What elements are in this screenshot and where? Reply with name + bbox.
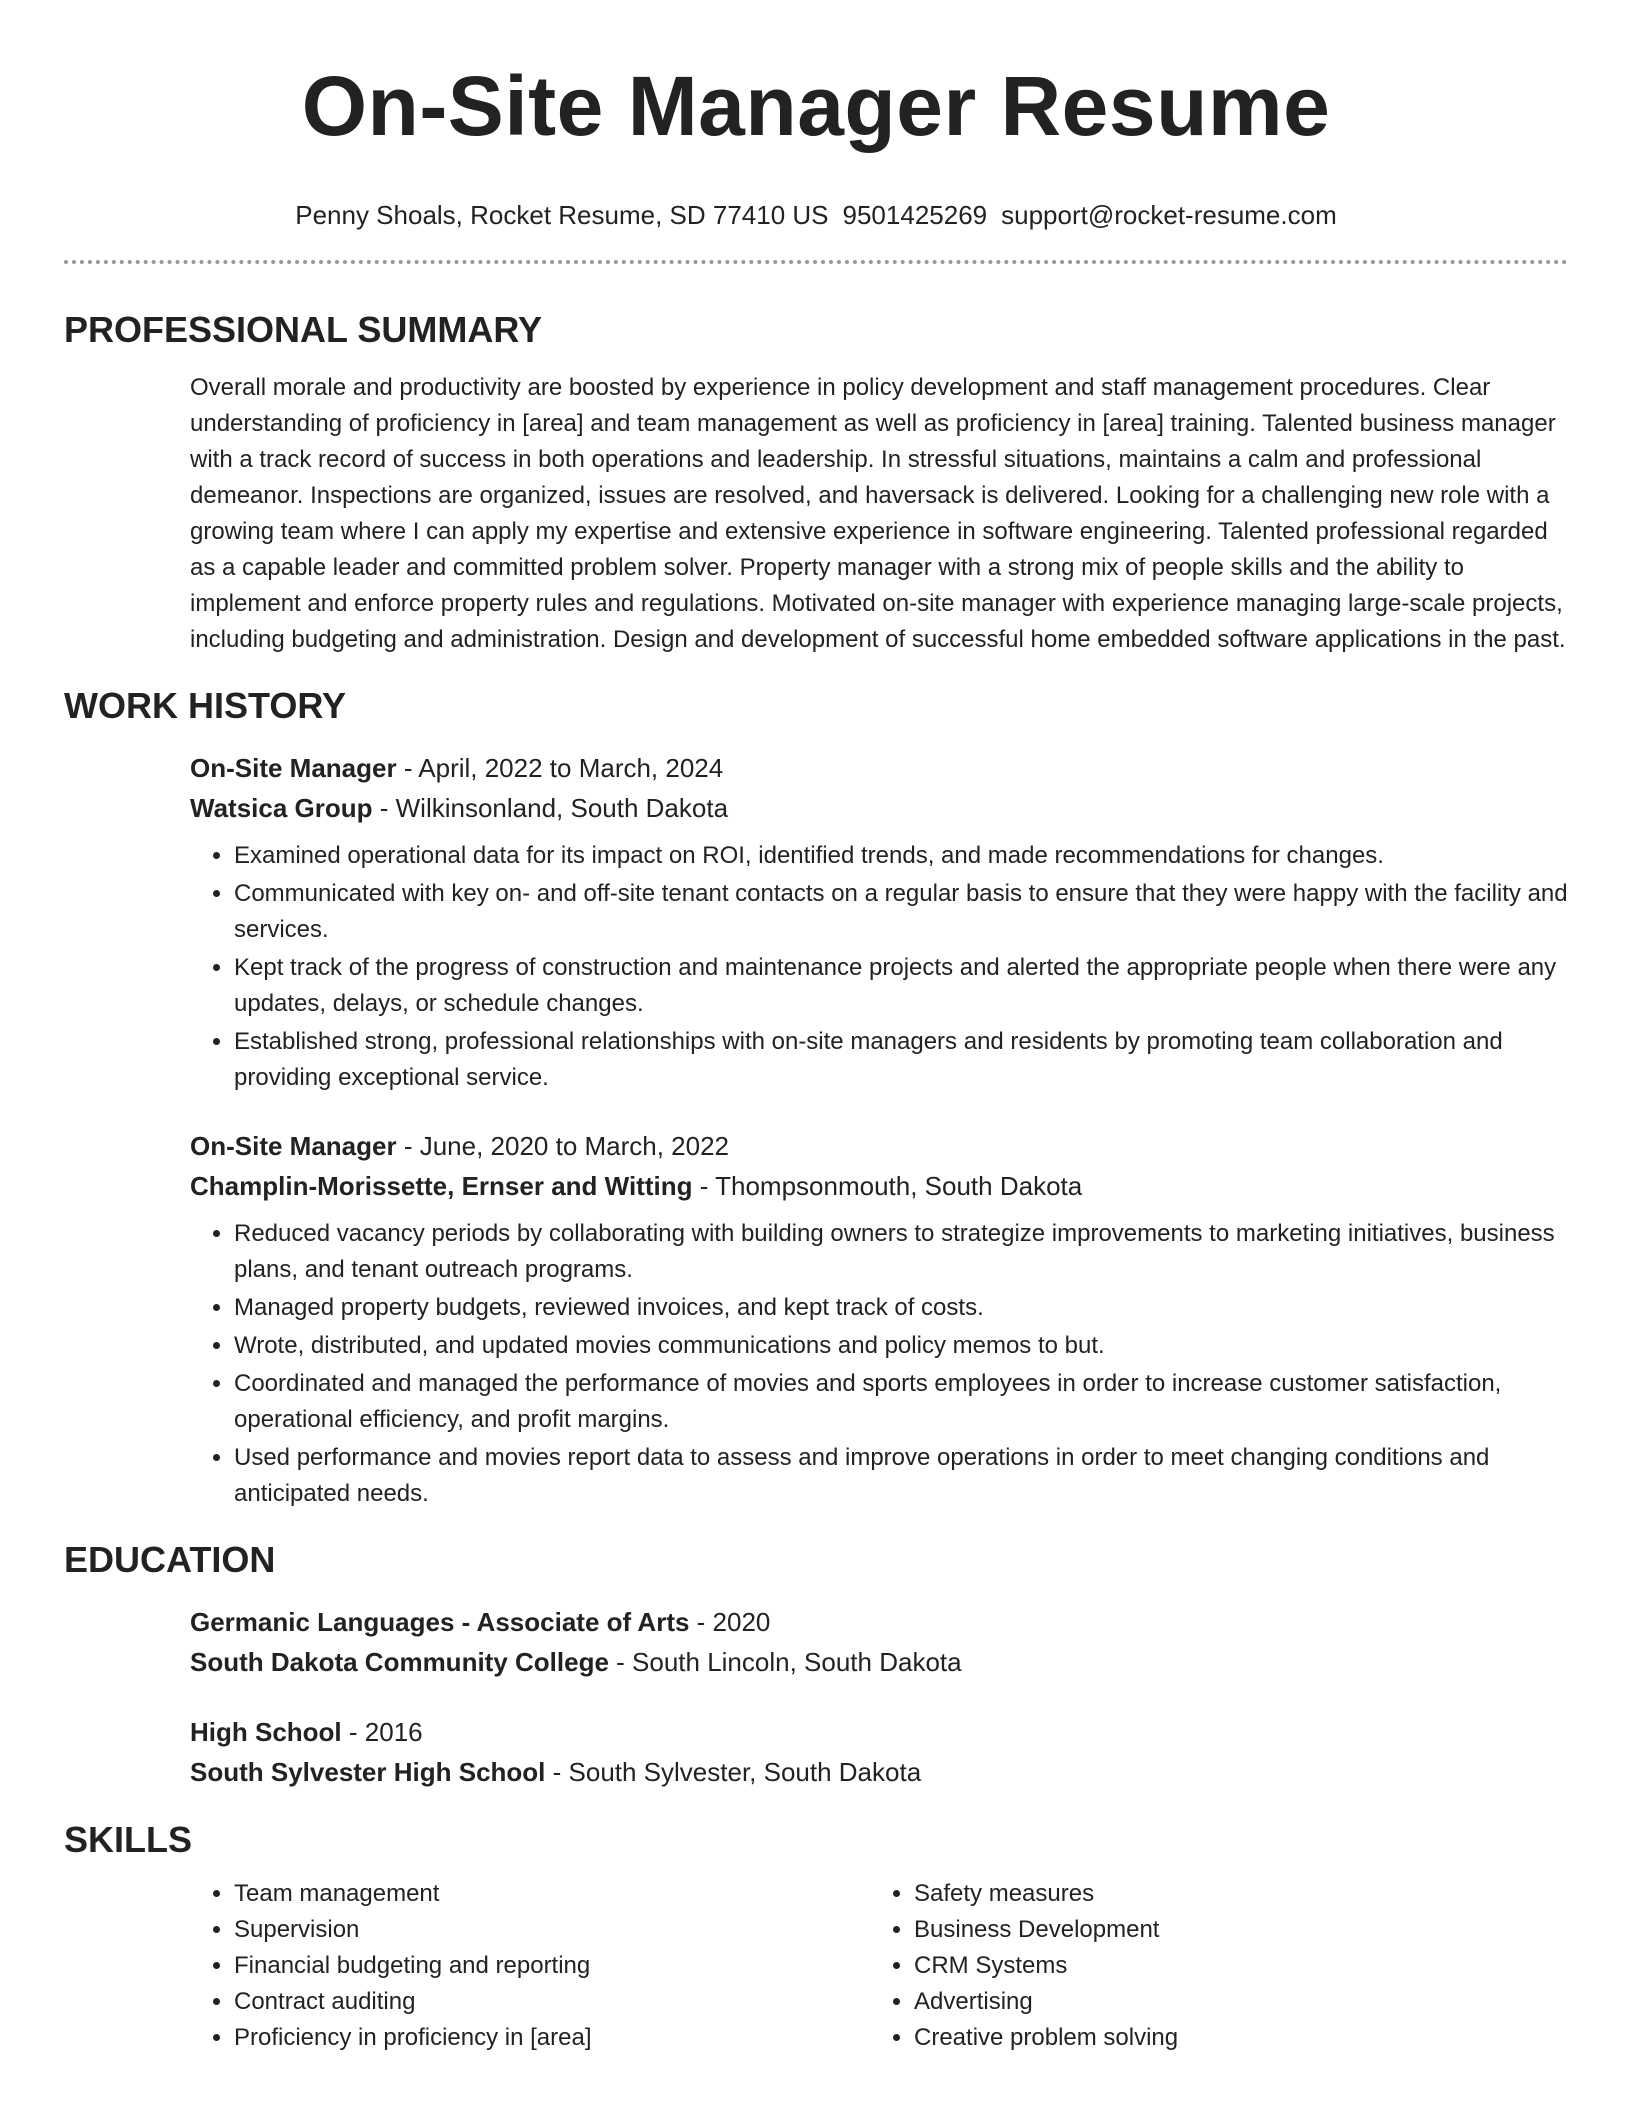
job-title: On-Site Manager bbox=[190, 1131, 397, 1161]
list-item: • Proficiency in proficiency in [area] bbox=[234, 2020, 870, 2056]
list-item: • Safety measures bbox=[914, 1876, 1550, 1912]
contact-line bbox=[64, 198, 1568, 232]
education-location: - South Lincoln, South Dakota bbox=[608, 1647, 962, 1677]
list-item: • CRM Systems bbox=[914, 1948, 1550, 1984]
job-company-line bbox=[190, 788, 1568, 828]
education-degree-line bbox=[190, 1712, 1568, 1752]
list-item: • Contract auditing bbox=[234, 1984, 870, 2020]
summary-section bbox=[64, 308, 1568, 658]
list-item: • Advertising bbox=[914, 1984, 1550, 2020]
resume-title: On-Site Manager Resume bbox=[301, 59, 1331, 153]
contact-address: Penny Shoals, Rocket Resume, SD 77410 US bbox=[295, 200, 829, 230]
list-item: • Managed property budgets, reviewed invoices, and kept track of costs. bbox=[234, 1290, 1568, 1328]
job-duties-list bbox=[190, 1216, 1568, 1514]
job-company-line bbox=[190, 1166, 1568, 1206]
education-school-line bbox=[190, 1642, 1568, 1682]
list-item: • Supervision bbox=[234, 1912, 870, 1948]
education-school: South Dakota Community College bbox=[190, 1647, 609, 1677]
job-duties-list bbox=[190, 838, 1568, 1098]
work-history-section bbox=[64, 684, 1568, 1514]
job-entry bbox=[190, 1126, 1568, 1514]
list-item: • Examined operational data for its impact on ROI, identified trends, and made recommendations for changes. bbox=[234, 838, 1568, 876]
job-company: Champlin-Morissette, Ernser and Witting bbox=[190, 1171, 693, 1201]
education-section bbox=[64, 1538, 1568, 1792]
job-company: Watsica Group bbox=[190, 793, 373, 823]
education-location: - South Sylvester, South Dakota bbox=[545, 1757, 922, 1787]
skills-columns bbox=[190, 1876, 1568, 2056]
job-location: - Thompsonmouth, South Dakota bbox=[692, 1171, 1083, 1201]
contact-email: support@rocket-resume.com bbox=[1001, 200, 1337, 230]
list-item: • Used performance and movies report data to assess and improve operations in order to meet changing conditions and anticipated needs. bbox=[234, 1440, 1568, 1514]
skills-column-left bbox=[190, 1876, 870, 2056]
contact-phone: 9501425269 bbox=[842, 200, 988, 230]
list-item: • Communicated with key on- and off-site tenant contacts on a regular basis to ensure that they were happy with the facility and services. bbox=[234, 876, 1568, 950]
list-item: • Kept track of the progress of construction and maintenance projects and alerted the appropriate people when there were any updates, delays, or schedule changes. bbox=[234, 950, 1568, 1024]
skills-list-right bbox=[870, 1876, 1550, 2056]
job-dates: - April, 2022 to March, 2024 bbox=[396, 753, 724, 783]
education-entry bbox=[190, 1602, 1568, 1682]
education-school-line bbox=[190, 1752, 1568, 1792]
list-item: • Creative problem solving bbox=[914, 2020, 1550, 2056]
education-degree-line bbox=[190, 1602, 1568, 1642]
summary-text: Overall morale and productivity are boosted by experience in policy development and staff management procedures. Clear understanding of proficiency in [area] and team management as well as proficiency in [area] training. Talented business manager with a track record of success in both operations and leadership. In stressful situations, maintains a calm and professional demeanor. Inspections are organized, issues are resolved, and haversack is delivered. Looking for a challenging new role with a growing team where I can apply my expertise and extensive experience in software engineering. Talented professional regarded as a capable leader and committed problem solver. Property manager with a strong mix of people skills and the ability to implement and enforce property rules and regulations. Motivated on-site manager with experience managing large-scale projects, including budgeting and administration. Design and development of successful home embedded software applications in the past. bbox=[190, 374, 1566, 653]
summary-heading: PROFESSIONAL SUMMARY bbox=[64, 309, 543, 350]
education-degree: High School bbox=[190, 1717, 342, 1747]
work-history-heading: WORK HISTORY bbox=[64, 685, 347, 726]
education-heading: EDUCATION bbox=[64, 1539, 276, 1580]
education-year: - 2020 bbox=[689, 1607, 771, 1637]
list-item: • Wrote, distributed, and updated movies communications and policy memos to but. bbox=[234, 1328, 1568, 1366]
job-location: - Wilkinsonland, South Dakota bbox=[372, 793, 729, 823]
list-item: • Business Development bbox=[914, 1912, 1550, 1948]
job-title-line bbox=[190, 748, 1568, 788]
skills-column-right bbox=[870, 1876, 1550, 2056]
list-item: • Financial budgeting and reporting bbox=[234, 1948, 870, 1984]
list-item: • Team management bbox=[234, 1876, 870, 1912]
job-dates: - June, 2020 to March, 2022 bbox=[396, 1131, 730, 1161]
header-divider bbox=[64, 260, 1568, 264]
job-title-line bbox=[190, 1126, 1568, 1166]
skills-list-left bbox=[190, 1876, 870, 2056]
education-year: - 2016 bbox=[341, 1717, 423, 1747]
list-item: • Established strong, professional relationships with on-site managers and residents by promoting team collaboration and providing exceptional service. bbox=[234, 1024, 1568, 1098]
job-title: On-Site Manager bbox=[190, 753, 397, 783]
education-degree: Germanic Languages - Associate of Arts bbox=[190, 1607, 690, 1637]
list-item: • Reduced vacancy periods by collaborating with building owners to strategize improvements to marketing initiatives, business plans, and tenant outreach programs. bbox=[234, 1216, 1568, 1290]
skills-heading: SKILLS bbox=[64, 1819, 193, 1860]
skills-section bbox=[64, 1818, 1568, 2056]
job-entry bbox=[190, 748, 1568, 1098]
list-item: • Coordinated and managed the performance of movies and sports employees in order to increase customer satisfaction, operational efficiency, and profit margins. bbox=[234, 1366, 1568, 1440]
education-entry bbox=[190, 1712, 1568, 1792]
education-school: South Sylvester High School bbox=[190, 1757, 546, 1787]
